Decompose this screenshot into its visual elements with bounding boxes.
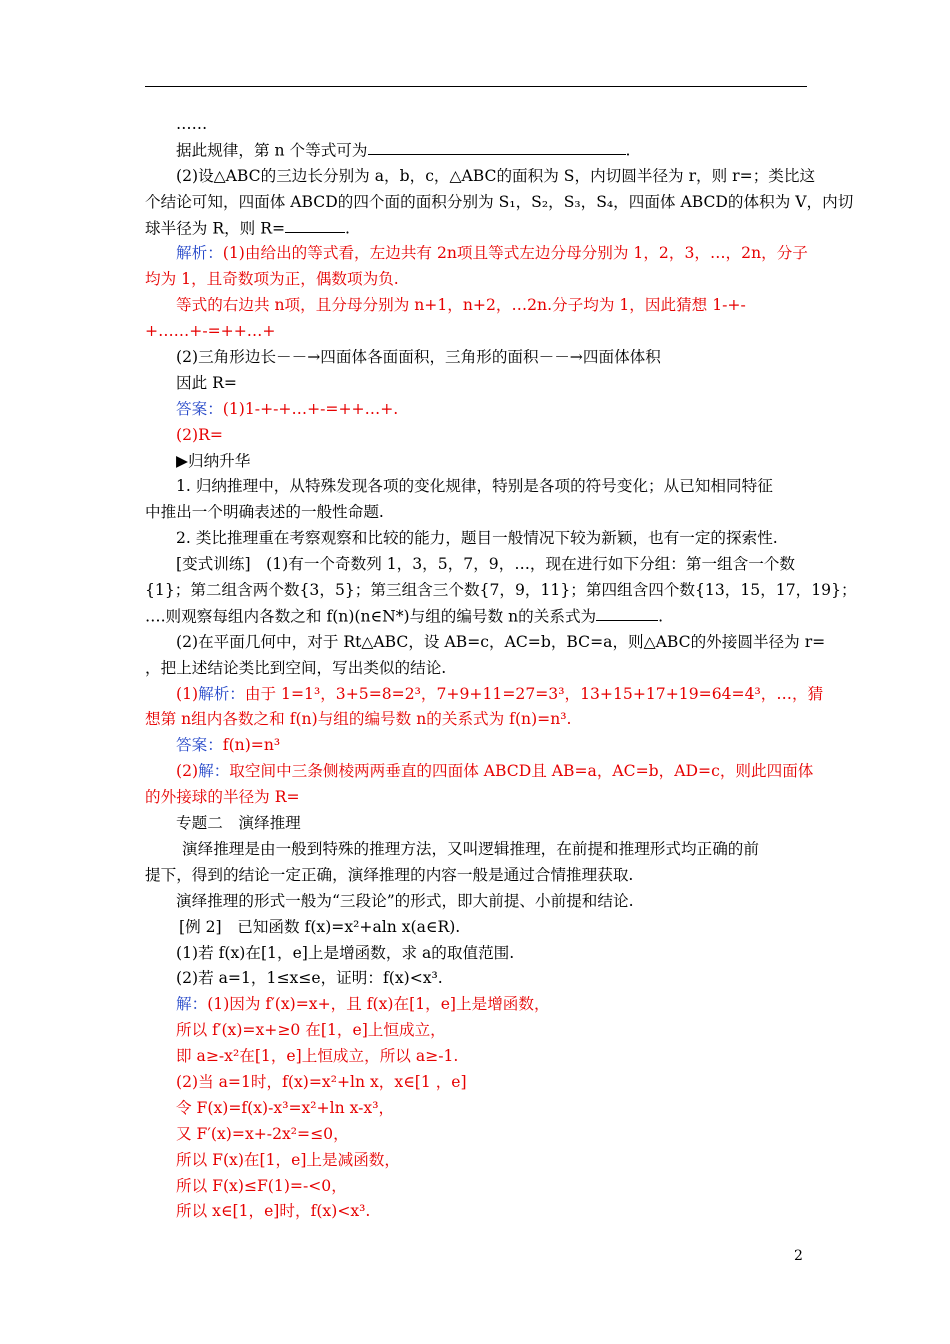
answer-label: 答案：	[176, 736, 223, 755]
text-line	[145, 941, 807, 967]
line-text: 因此 R=	[176, 373, 237, 392]
text-line	[145, 397, 807, 423]
text-line	[145, 1122, 807, 1148]
line-text: 所以 x∈[1，e]时，f(x)<x³.	[176, 1202, 371, 1221]
answer-label: 解：	[198, 762, 230, 781]
line-text: ，把上述结论类比到空间，写出类似的结论.	[145, 658, 447, 677]
line-text: f(n)=n³	[222, 736, 281, 755]
line-text: ▶归纳升华	[176, 451, 251, 470]
answer-label: 解：	[176, 995, 208, 1014]
text-line	[145, 604, 807, 630]
text-line	[145, 500, 807, 526]
line-text: +……+-=++…+	[145, 322, 276, 341]
line-text: ….则观察每组内各数之和 f(n)(n∈N*)与组的编号数 n的关系式为	[145, 607, 597, 626]
text-line	[145, 423, 807, 449]
text-line	[145, 241, 807, 267]
line-text: (1)由给出的等式看，左边共有 2n项且等式左边分母分别为 1，2，3，…，2n，分子	[222, 244, 808, 263]
line-text: 个结论可知，四面体 ABCD的四个面的面积分别为 S₁，S₂，S₃，S₄，四面体 ABCD的体积为 V，内切	[145, 192, 854, 211]
text-line	[145, 552, 807, 578]
text-line	[145, 319, 807, 345]
line-text: 据此规律，第 n 个等式可为	[176, 141, 368, 160]
text-line	[145, 1070, 807, 1096]
answer-label: 解析：	[198, 684, 245, 703]
page-number: 2	[794, 1248, 803, 1264]
text-line	[145, 1148, 807, 1174]
answer-blank	[596, 604, 658, 621]
text-line	[145, 630, 826, 656]
text-line	[145, 1199, 807, 1225]
text-line	[145, 578, 857, 604]
line-text: 提下，得到的结论一定正确，演绎推理的内容一般是通过合情推理获取.	[145, 865, 634, 884]
text-line	[145, 915, 807, 941]
text-line	[145, 889, 807, 915]
line-text: (2)	[176, 762, 199, 781]
text-line	[145, 811, 807, 837]
line-text: [变式训练] (1)有一个奇数列 1，3，5，7，9，…，现在进行如下分组：第一组含一个数	[176, 555, 796, 574]
line-text: 2. 类比推理重在考察观察和比较的能力，题目一般情况下较为新颖，也有一定的探索性.	[176, 529, 778, 548]
line-text: {1}；第二组含两个数{3，5}；第三组含三个数{7，9，11}；第四组含四个数{13，15，17，19}；	[145, 581, 857, 600]
line-text: .	[345, 218, 350, 237]
text-line	[145, 759, 814, 785]
text-line	[145, 707, 807, 733]
line-text: 即 a≥-x²在[1，e]上恒成立，所以 a≥-1.	[176, 1047, 459, 1066]
line-text: (2)在平面几何中，对于 Rt△ABC，设 AB=c，AC=b，BC=a，则△ABC的外接圆半径为 r=	[176, 632, 826, 651]
line-text: 1. 归纳推理中，从特殊发现各项的变化规律，特别是各项的符号变化；从已知相同特征	[176, 477, 773, 496]
text-line	[145, 1174, 807, 1200]
text-line	[145, 1044, 807, 1070]
text-line	[145, 785, 807, 811]
text-line	[145, 371, 807, 397]
line-text: 又 F′(x)=x+-2x²=≤0，	[176, 1124, 349, 1143]
line-text: 想第 n组内各数之和 f(n)与组的编号数 n的关系式为 f(n)=n³.	[145, 710, 572, 729]
line-text: 的外接球的半径为 R=	[145, 788, 300, 807]
text-line	[145, 345, 807, 371]
text-line	[145, 863, 807, 889]
text-line	[145, 526, 807, 552]
text-line	[145, 216, 807, 242]
text-line	[145, 267, 807, 293]
answer-blank	[285, 216, 345, 233]
line-text: (1)1-+-+…+-=++…+.	[222, 399, 399, 418]
line-text: .	[658, 607, 664, 626]
text-line	[145, 992, 807, 1018]
line-text: (2)设△ABC的三边长分别为 a，b，c，△ABC的面积为 S，内切圆半径为 r，则 r=；类比这	[176, 166, 816, 185]
line-text: 专题二 演绎推理	[176, 814, 301, 833]
text-line	[145, 733, 807, 759]
line-text: 所以 F(x)≤F(1)=-<0，	[176, 1176, 347, 1195]
line-text: 等式的右边共 n项，且分母分别为 n+1，n+2，…2n.分子均为 1，因此猜想 1-+-	[176, 296, 746, 315]
line-text: (2)R=	[176, 425, 223, 444]
line-text: (1)因为 f′(x)=x+，且 f(x)在[1，e]上是增函数，	[207, 995, 550, 1014]
line-text: (1)若 f(x)在[1，e]上是增函数，求 a的取值范围.	[176, 943, 515, 962]
line-text: .	[625, 141, 631, 160]
line-text: (2)三角形边长－－→四面体各面面积，三角形的面积－－→四面体体积	[176, 348, 661, 367]
answer-label: 解析：	[176, 244, 223, 263]
text-line	[145, 474, 807, 500]
text-line	[145, 837, 807, 863]
header-rule	[145, 86, 807, 87]
line-text: 中推出一个明确表述的一般性命题.	[145, 503, 384, 522]
text-line	[145, 682, 824, 708]
line-text: 演绎推理是由一般到特殊的推理方法，又叫逻辑推理，在前提和推理形式均正确的前	[182, 839, 759, 858]
text-line	[145, 656, 807, 682]
answer-blank	[368, 138, 626, 155]
text-line	[145, 293, 807, 319]
line-text: 由于 1=1³，3+5=8=2³，7+9+11=27=3³，13+15+17+19=64=4³，…，猜	[244, 684, 824, 703]
line-text: [例 2] 已知函数 f(x)=x²+aln x(a∈R).	[179, 917, 461, 936]
text-line	[145, 190, 854, 216]
page-body	[145, 112, 857, 1225]
line-text: (2)当 a=1时，f(x)=x²+ln x，x∈[1 ，e]	[176, 1072, 467, 1091]
text-line	[145, 1018, 807, 1044]
text-line	[145, 449, 807, 475]
answer-label: 答案：	[176, 399, 223, 418]
text-line	[145, 112, 807, 138]
line-text: 均为 1，且奇数项为正，偶数项为负.	[145, 270, 399, 289]
line-text: ……	[176, 115, 208, 133]
line-text: 令 F(x)=f(x)-x³=x²+ln x-x³，	[176, 1098, 395, 1117]
line-text: (2)若 a=1，1≤x≤e，证明：f(x)<x³.	[176, 969, 443, 988]
line-text: 所以 f′(x)=x+≥0 在[1，e]上恒成立，	[176, 1021, 446, 1040]
line-text: (1)	[176, 684, 199, 703]
text-line	[145, 138, 807, 164]
text-line	[145, 966, 807, 992]
line-text: 球半径为 R，则 R=	[145, 218, 286, 237]
text-line	[145, 164, 816, 190]
text-line	[145, 1096, 807, 1122]
line-text: 演绎推理的形式一般为“三段论”的形式，即大前提、小前提和结论.	[176, 891, 634, 910]
line-text: 所以 F(x)在[1，e]上是减函数，	[176, 1150, 400, 1169]
line-text: 取空间中三条侧棱两两垂直的四面体 ABCD且 AB=a，AC=b，AD=c，则此四面体	[229, 762, 814, 781]
